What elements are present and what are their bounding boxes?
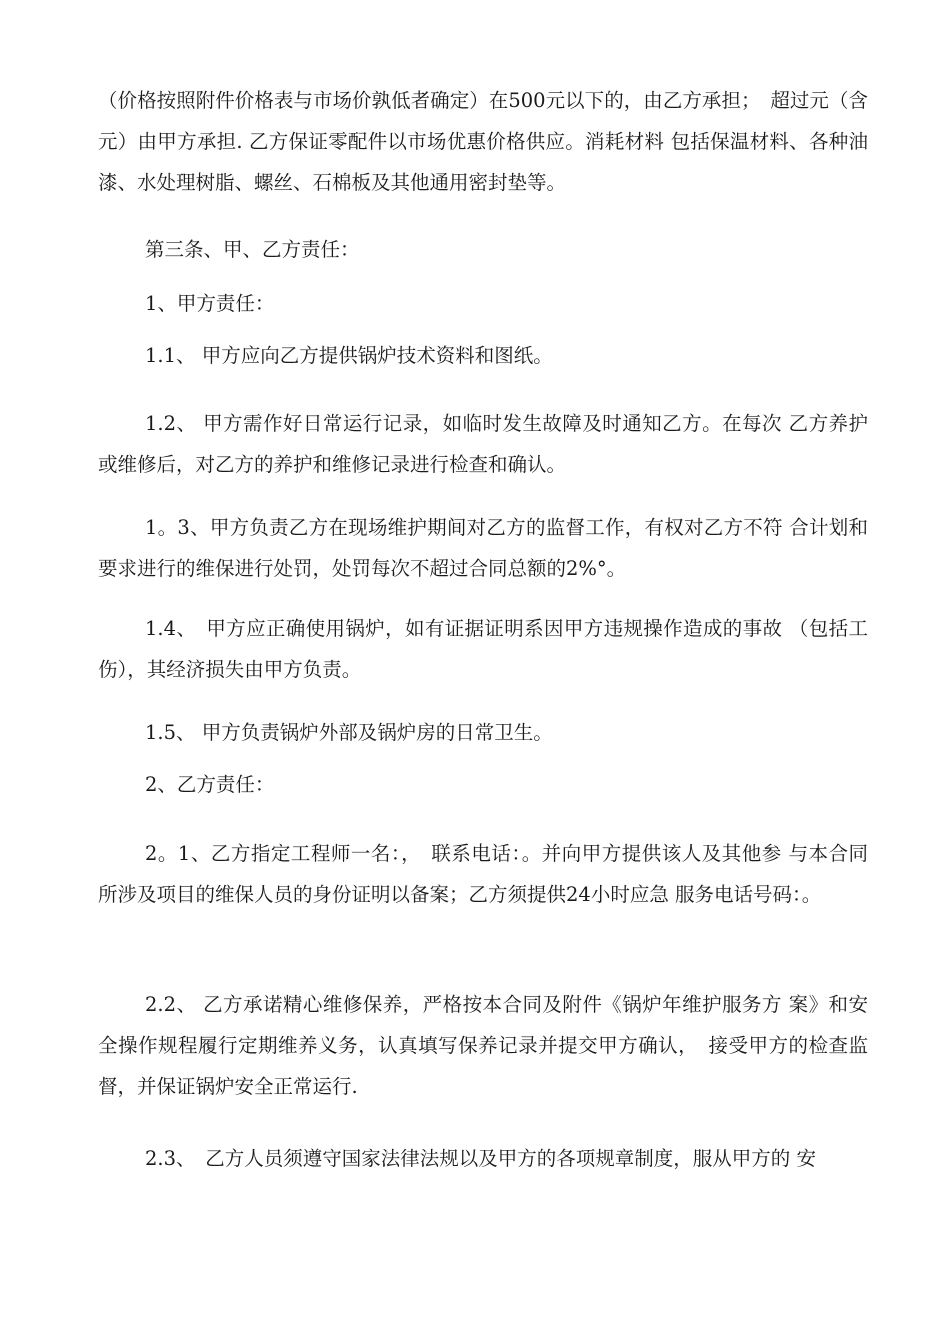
clause-1-3: 1。3、甲方负责乙方在现场维护期间对乙方的监督工作，有权对乙方不符 合计划和要求进行的维保进行处罚，处罚每次不超过合同总额的2%°。 [98,516,868,580]
paragraph-price-terms: （价格按照附件价格表与市场价孰低者确定）在500元以下的，由乙方承担； 超过元（含元）由甲方承担. 乙方保证零配件以市场优惠价格供应。消耗材料 包括保温材料、各种油漆、水处理树脂、螺丝、石棉板及其他通用密封垫等。 [98,89,868,194]
clause-1-1: 1.1、 甲方应向乙方提供锅炉技术资料和图纸。 [145,344,553,367]
clause-1-4: 1.4、 甲方应正确使用锅炉，如有证据证明系因甲方违规操作造成的事故 （包括工伤），其经济损失由甲方负责。 [98,617,868,681]
clause-1-5: 1.5、 甲方负责锅炉外部及锅炉房的日常卫生。 [145,721,553,744]
clause-2-3: 2.3、 乙方人员须遵守国家法律法规以及甲方的各项规章制度，服从甲方的 安 [145,1147,816,1170]
article-three-heading: 第三条、甲、乙方责任： [145,238,360,261]
party-a-heading: 1、甲方责任： [145,292,275,315]
clause-2-1: 2。1、乙方指定工程师一名：， 联系电话：。并向甲方提供该人及其他参 与本合同所涉及项目的维保人员的身份证明以备案；乙方须提供24小时应急 服务电话号码：。 [98,842,868,906]
clause-2-2: 2.2、 乙方承诺精心维修保养，严格按本合同及附件《锅炉年维护服务方 案》和安全操作规程履行定期维养义务，认真填写保养记录并提交甲方确认， 接受甲方的检查监督，并保证锅炉安全正常运行. [98,993,868,1098]
party-b-heading: 2、乙方责任： [145,773,275,796]
clause-1-2: 1.2、 甲方需作好日常运行记录，如临时发生故障及时通知乙方。在每次 乙方养护或维修后，对乙方的养护和维修记录进行检查和确认。 [98,412,868,476]
